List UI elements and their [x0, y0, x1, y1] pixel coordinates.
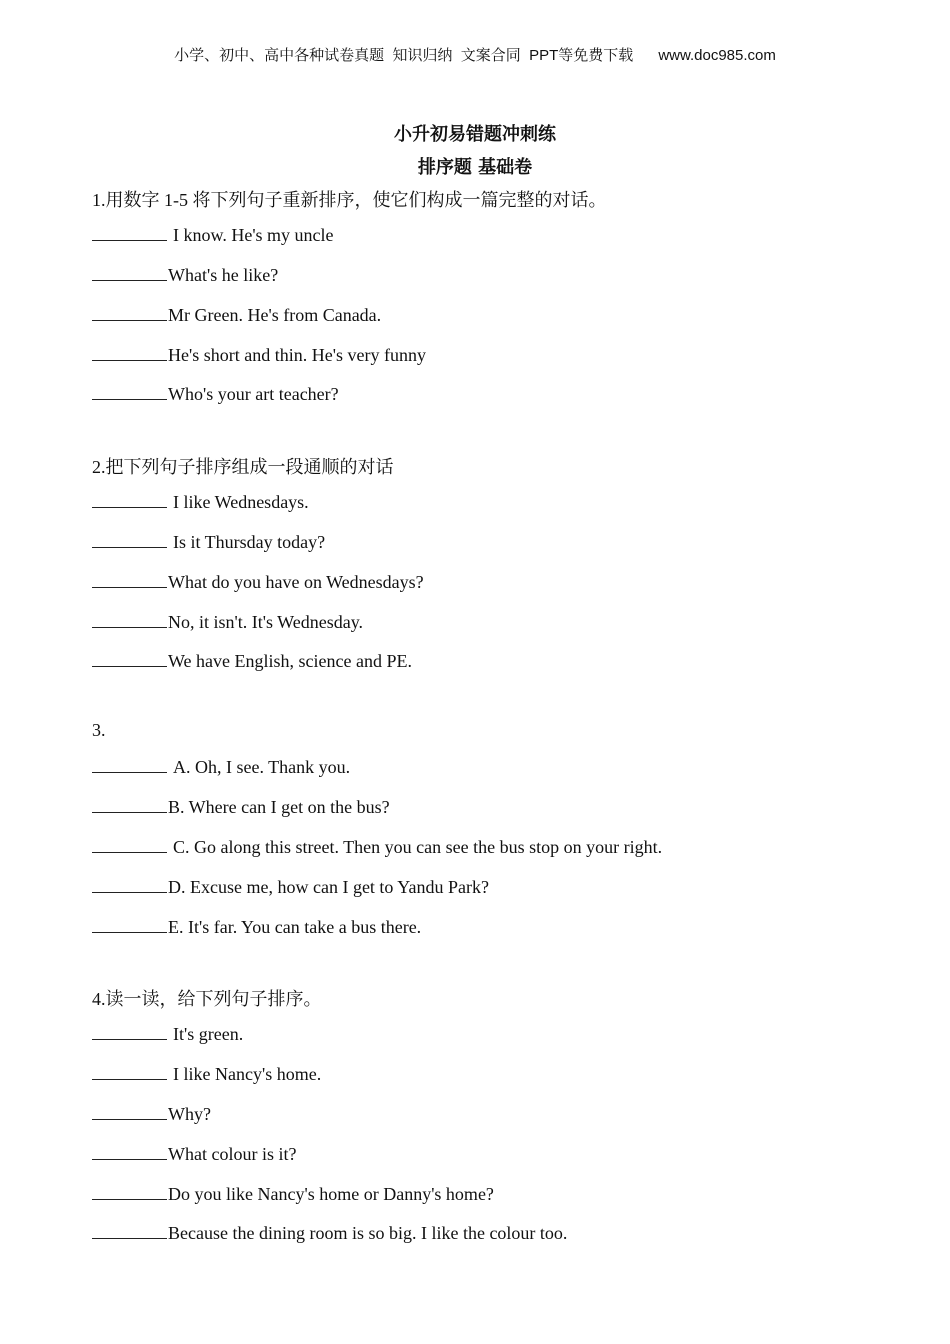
answer-blank[interactable] — [92, 1038, 167, 1040]
sentence-text: What's he like? — [168, 265, 279, 285]
sentence-text: What do you have on Wednesdays? — [168, 572, 424, 592]
sentence-row — [92, 345, 426, 366]
answer-blank[interactable] — [92, 851, 167, 853]
question-2-prompt: 2.把下列句子排序组成一段通顺的对话 — [92, 457, 394, 477]
sentence-row — [92, 572, 424, 593]
sentence-row — [92, 917, 421, 938]
sentence-text: I know. He's my uncle — [173, 225, 334, 245]
answer-blank[interactable] — [92, 931, 167, 933]
sentence-text: It's green. — [173, 1024, 244, 1044]
answer-blank[interactable] — [92, 665, 167, 667]
answer-blank[interactable] — [92, 398, 167, 400]
sentence-row — [92, 757, 350, 778]
sentence-text: Why? — [168, 1104, 211, 1124]
sentence-text: A. Oh, I see. Thank you. — [173, 757, 351, 777]
sentence-text: What colour is it? — [168, 1144, 297, 1164]
sentence-row — [92, 877, 489, 898]
sentence-text: No, it isn't. It's Wednesday. — [168, 612, 364, 632]
sentence-text: Mr Green. He's from Canada. — [168, 305, 382, 325]
sentence-text: I like Wednesdays. — [173, 492, 309, 512]
sentence-row — [92, 225, 334, 246]
sentence-text: C. Go along this street. Then you can see the bus stop on your right. — [173, 837, 663, 857]
sentence-row — [92, 1064, 321, 1085]
answer-blank[interactable] — [92, 1078, 167, 1080]
answer-blank[interactable] — [92, 359, 167, 361]
sentence-row — [92, 265, 278, 286]
answer-blank[interactable] — [92, 1118, 167, 1120]
sentence-row — [92, 1104, 211, 1125]
answer-blank[interactable] — [92, 1237, 167, 1239]
answer-blank[interactable] — [92, 891, 167, 893]
sentence-row — [92, 1223, 567, 1244]
answer-blank[interactable] — [92, 506, 167, 508]
question-1-prompt: 1.用数字 1-5 将下列句子重新排序，使它们构成一篇完整的对话。 — [92, 190, 607, 210]
sentence-row — [92, 532, 325, 553]
sentence-text: We have English, science and PE. — [168, 651, 412, 671]
worksheet-title: 小升初易错题冲刺练 — [394, 124, 556, 145]
answer-blank[interactable] — [92, 1158, 167, 1160]
sentence-text: E. It's far. You can take a bus there. — [168, 917, 422, 937]
sentence-row — [92, 384, 339, 405]
sentence-text: Because the dining room is so big. I like the colour too. — [168, 1223, 568, 1243]
answer-blank[interactable] — [92, 1198, 167, 1200]
sentence-text: I like Nancy's home. — [173, 1064, 322, 1084]
sentence-text: D. Excuse me, how can I get to Yandu Park? — [168, 877, 489, 897]
answer-blank[interactable] — [92, 811, 167, 813]
sentence-row — [92, 797, 390, 818]
sentence-text: B. Where can I get on the bus? — [168, 797, 390, 817]
answer-blank[interactable] — [92, 626, 167, 628]
sentence-row — [92, 612, 363, 633]
sentence-row — [92, 1184, 494, 1205]
answer-blank[interactable] — [92, 319, 167, 321]
answer-blank[interactable] — [92, 586, 167, 588]
worksheet-subtitle: 排序题 基础卷 — [417, 157, 533, 178]
sentence-row — [92, 651, 412, 672]
question-3-prompt: 3. — [92, 720, 106, 740]
header-text: 小学、初中、高中各种试卷真题 知识归纳 文案合同 PPT等免费下载 — [174, 47, 634, 64]
answer-blank[interactable] — [92, 771, 167, 773]
sentence-text: Is it Thursday today? — [173, 532, 326, 552]
sentence-row — [92, 837, 662, 858]
answer-blank[interactable] — [92, 239, 167, 241]
question-4-prompt: 4.读一读，给下列句子排序。 — [92, 989, 322, 1009]
answer-blank[interactable] — [92, 546, 167, 548]
sentence-row — [92, 305, 381, 326]
answer-blank[interactable] — [92, 279, 167, 281]
sentence-text: Do you like Nancy's home or Danny's home? — [168, 1184, 494, 1204]
page-header — [0, 44, 950, 65]
sentence-row — [92, 1024, 243, 1045]
sentence-row — [92, 1144, 296, 1165]
sentence-row — [92, 492, 309, 513]
header-url: www.doc985.com — [658, 47, 776, 64]
sentence-text: He's short and thin. He's very funny — [168, 345, 426, 365]
sentence-text: Who's your art teacher? — [168, 384, 339, 404]
